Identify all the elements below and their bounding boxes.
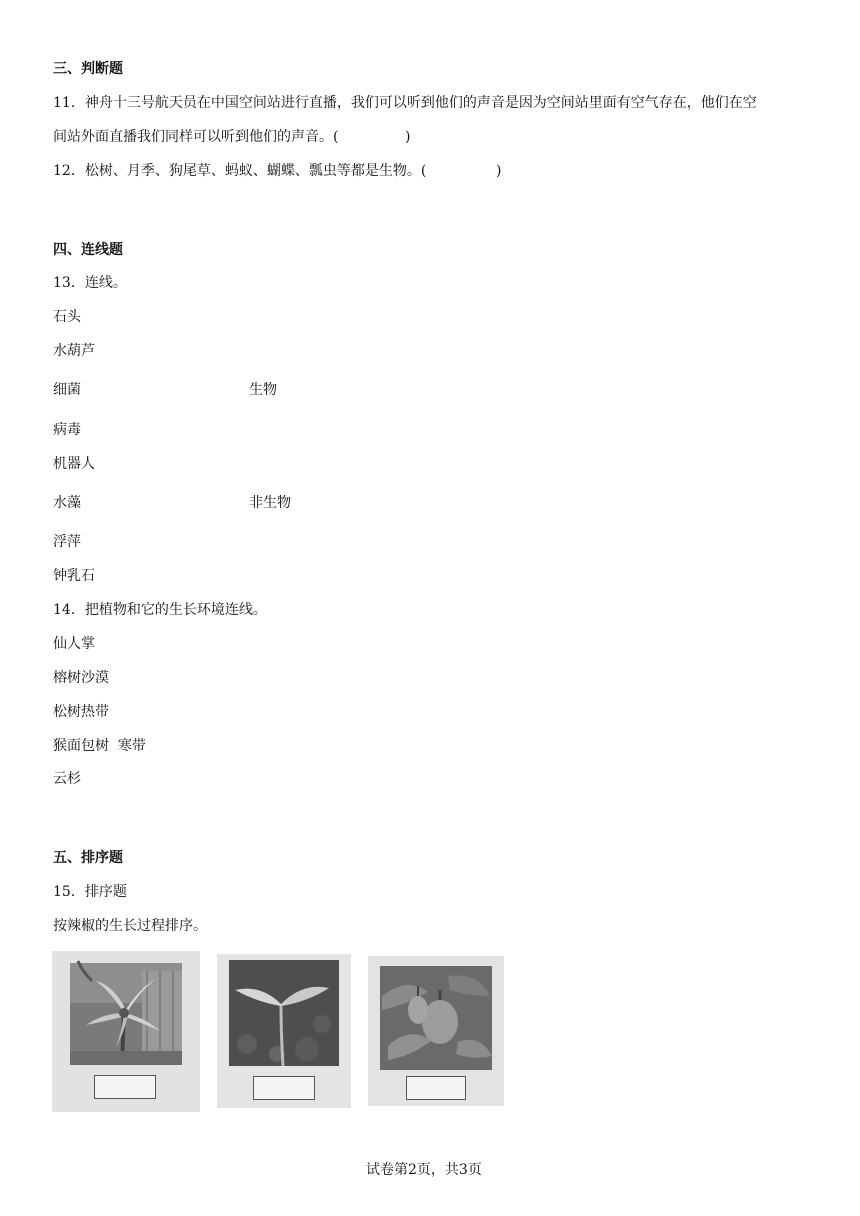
question-15: 15．排序题: [53, 884, 127, 900]
plant-habitat-line: 榕树沙漠: [53, 670, 109, 686]
pepper-fruit-photo: [368, 956, 504, 1106]
match-left-item: 病毒: [53, 422, 81, 438]
order-answer-box[interactable]: [94, 1075, 156, 1099]
match-left-item: 机器人: [53, 456, 95, 472]
section-heading-ordering: 五、排序题: [53, 850, 123, 866]
match-right-item-nonliving: 非生物: [249, 495, 291, 511]
match-left-item: 水葫芦: [53, 343, 95, 359]
pepper-seedling-photo: [217, 954, 351, 1108]
question-12: 12．松树、月季、狗尾草、蚂蚁、蝴蝶、瓢虫等都是生物。(: [53, 163, 427, 179]
plant-habitat-line: 仙人掌: [53, 636, 95, 652]
question-11-line-1: 11．神舟十三号航天员在中国空间站进行直播，我们可以听到他们的声音是因为空间站里面有空气存在，他们在空: [53, 95, 757, 111]
page-footer: 试卷第2页，共3页: [366, 1162, 482, 1178]
section-heading-matching: 四、连线题: [53, 242, 123, 258]
match-left-item: 细菌: [53, 382, 81, 398]
section-heading-judgement: 三、判断题: [53, 61, 123, 77]
question-11-answer-close: ): [405, 129, 411, 145]
question-11-line-2: 间站外面直播我们同样可以听到他们的声音。(: [53, 129, 339, 145]
plant-habitat-line: 松树热带: [53, 704, 109, 720]
match-left-item: 钟乳石: [53, 568, 95, 584]
plant-habitat-line: 云杉: [53, 771, 81, 787]
plant-habitat-line: 猴面包树 寒带: [53, 738, 146, 754]
question-13: 13．连线。: [53, 275, 127, 291]
order-answer-box[interactable]: [406, 1076, 466, 1100]
order-answer-box[interactable]: [253, 1076, 315, 1100]
pepper-flower-photo: [52, 951, 200, 1112]
match-left-item: 水藻: [53, 495, 81, 511]
question-15-instruction: 按辣椒的生长过程排序。: [53, 918, 207, 934]
match-right-item-living: 生物: [249, 382, 277, 398]
match-left-item: 浮萍: [53, 534, 81, 550]
question-14: 14．把植物和它的生长环境连线。: [53, 602, 267, 618]
match-left-item: 石头: [53, 309, 81, 325]
question-12-answer-close: ): [496, 163, 502, 179]
